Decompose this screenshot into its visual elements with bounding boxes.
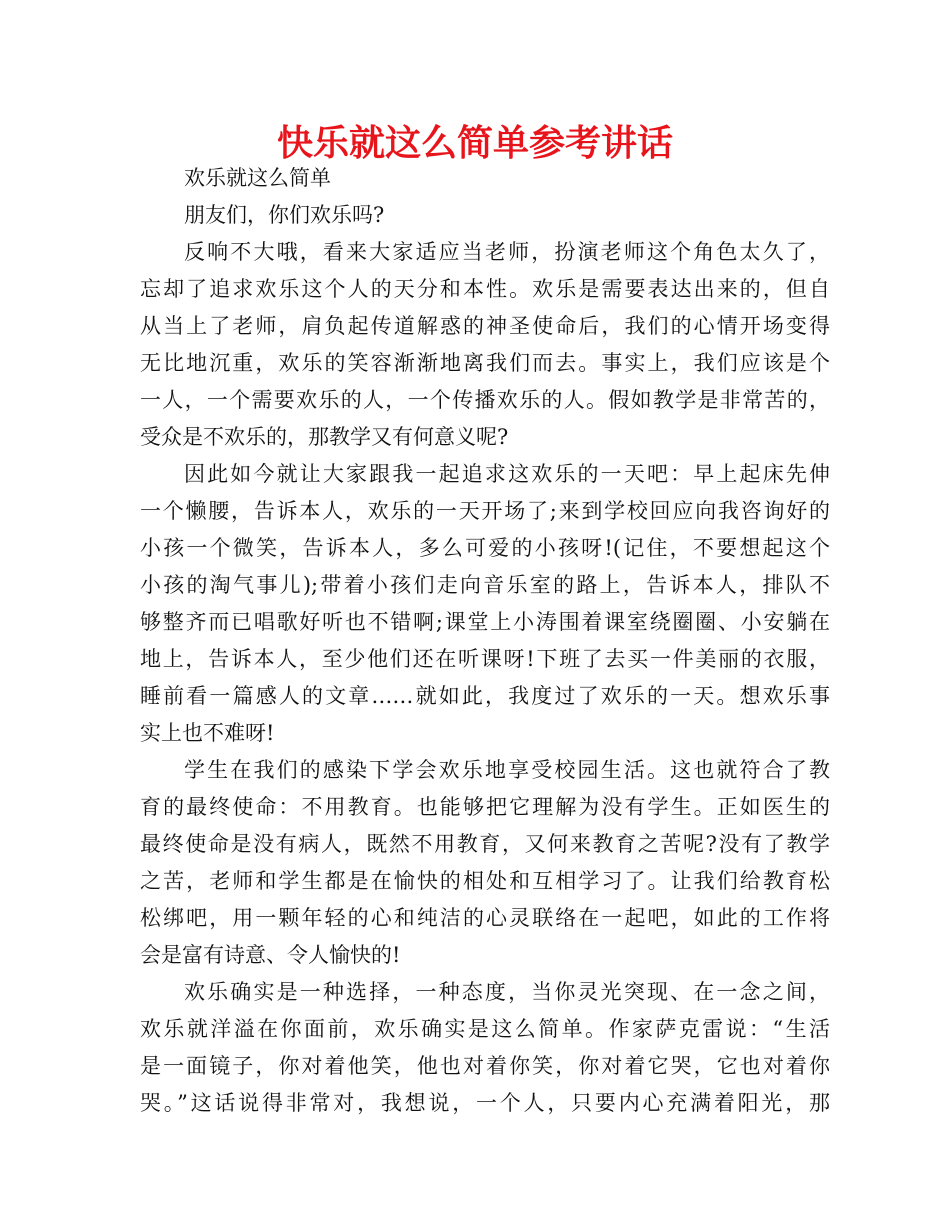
text-line: 之苦，老师和学生都是在愉快的相处和互相学习了。让我们给教育松 [140, 869, 830, 893]
text-line: 朋友们，你们欢乐吗? [184, 203, 385, 227]
text-line: 够整齐而已唱歌好听也不错啊;课堂上小涛围着课室绕圈圈、小安躺在 [140, 610, 830, 634]
text-line: 哭。”这话说得非常对，我想说，一个人，只要内心充满着阳光，那 [140, 1091, 830, 1115]
text-line: 小孩的淘气事儿);带着小孩们走向音乐室的路上，告诉本人，排队不 [140, 573, 830, 597]
text-line: 因此如今就让大家跟我一起追求这欢乐的一天吧：早上起床先伸 [184, 462, 830, 486]
text-line: 会是富有诗意、令人愉快的! [140, 943, 401, 967]
text-line: 欢乐确实是一种选择，一种态度，当你灵光突现、在一念之间， [184, 980, 830, 1004]
text-line: 实上也不难呀! [140, 721, 275, 745]
text-line: 育的最终使命：不用教育。也能够把它理解为没有学生。正如医生的 [140, 795, 830, 819]
text-line: 一人，一个需要欢乐的人，一个传播欢乐的人。假如教学是非常苦的， [140, 388, 830, 412]
text-line: 一个懒腰，告诉本人，欢乐的一天开场了;来到学校回应向我咨询好的 [140, 499, 830, 523]
text-line: 从当上了老师，肩负起传道解惑的神圣使命后，我们的心情开场变得 [140, 314, 830, 338]
text-line: 学生在我们的感染下学会欢乐地享受校园生活。这也就符合了教 [184, 758, 830, 782]
text-line: 地上，告诉本人，至少他们还在听课呀!下班了去买一件美丽的衣服， [140, 647, 830, 671]
page-title: 快乐就这么简单参考讲话 [276, 123, 673, 164]
text-line: 无比地沉重，欢乐的笑容渐渐地离我们而去。事实上，我们应该是个 [140, 351, 830, 375]
document-body [140, 160, 830, 1122]
text-line: 松绑吧，用一颗年轻的心和纯洁的心灵联络在一起吧，如此的工作将 [140, 906, 830, 930]
text-line: 受众是不欢乐的，那教学又有何意义呢? [140, 425, 509, 449]
text-line: 欢乐就洋溢在你面前，欢乐确实是这么简单。作家萨克雷说：“生活 [140, 1017, 830, 1041]
text-line: 反响不大哦，看来大家适应当老师，扮演老师这个角色太久了， [184, 240, 830, 264]
text-line: 忘却了追求欢乐这个人的天分和本性。欢乐是需要表达出来的，但自 [140, 277, 830, 301]
text-line: 小孩一个微笑，告诉本人，多么可爱的小孩呀!(记住，不要想起这个 [140, 536, 830, 560]
text-line: 最终使命是没有病人，既然不用教育，又何来教育之苦呢?没有了教学 [140, 832, 830, 856]
text-line: 是一面镜子，你对着他笑，他也对着你笑，你对着它哭，它也对着你 [140, 1054, 830, 1078]
text-line: 睡前看一篇感人的文章……就如此，我度过了欢乐的一天。想欢乐事 [140, 684, 830, 708]
text-line: 欢乐就这么简单 [184, 166, 331, 190]
